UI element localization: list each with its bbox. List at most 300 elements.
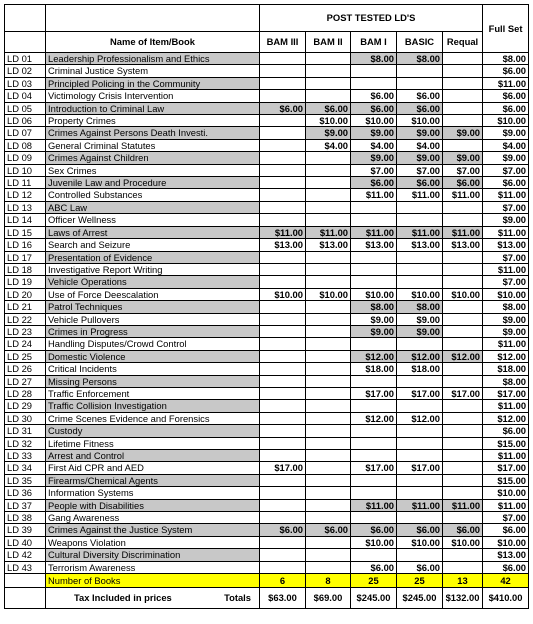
price-bam3 <box>260 450 306 462</box>
table-row <box>5 65 529 77</box>
table-row <box>5 201 529 213</box>
price-basic: $12.00 <box>397 350 443 362</box>
price-bam1: $6.00 <box>351 561 397 573</box>
bam3-column-header: BAM III <box>260 32 306 53</box>
price-basic: $11.00 <box>397 226 443 238</box>
price-full-set: $10.00 <box>483 536 529 548</box>
price-bam1: $6.00 <box>351 90 397 102</box>
tax-included-label: Tax Included in prices <box>74 592 172 604</box>
price-bam1 <box>351 400 397 412</box>
basic-column-header: BASIC <box>397 32 443 53</box>
ld-number: LD 28 <box>5 387 46 399</box>
price-bam3 <box>260 276 306 288</box>
price-basic: $6.00 <box>397 524 443 536</box>
table-row <box>5 152 529 164</box>
totals-row <box>5 588 529 609</box>
price-full-set: $9.00 <box>483 152 529 164</box>
price-basic: $6.00 <box>397 102 443 114</box>
price-bam2 <box>306 77 351 89</box>
price-full-set: $7.00 <box>483 164 529 176</box>
ld-number: LD 31 <box>5 425 46 437</box>
header-columns-row <box>5 32 529 53</box>
price-bam3 <box>260 536 306 548</box>
price-bam2 <box>306 400 351 412</box>
item-name: Cultural Diversity Discrimination <box>46 549 260 561</box>
count-requal: 13 <box>443 574 483 588</box>
table-row <box>5 164 529 176</box>
table-row <box>5 425 529 437</box>
price-basic <box>397 77 443 89</box>
table-row <box>5 462 529 474</box>
price-bam2 <box>306 536 351 548</box>
price-full-set: $15.00 <box>483 437 529 449</box>
price-full-set: $7.00 <box>483 251 529 263</box>
ld-number: LD 18 <box>5 263 46 275</box>
price-bam3 <box>260 53 306 65</box>
item-name: Crimes Against Persons Death Investi. <box>46 127 260 139</box>
price-bam2 <box>306 363 351 375</box>
price-bam2 <box>306 276 351 288</box>
price-bam1: $9.00 <box>351 127 397 139</box>
price-full-set: $9.00 <box>483 127 529 139</box>
total-bam2: $69.00 <box>306 588 351 609</box>
price-requal <box>443 450 483 462</box>
price-requal: $9.00 <box>443 127 483 139</box>
price-requal <box>443 325 483 337</box>
table-row <box>5 474 529 486</box>
price-basic: $17.00 <box>397 462 443 474</box>
price-bam2 <box>306 263 351 275</box>
requal-column-header: Requal <box>443 32 483 53</box>
item-name: Investigative Report Writing <box>46 263 260 275</box>
price-bam3: $10.00 <box>260 288 306 300</box>
table-row <box>5 251 529 263</box>
item-name: Crimes Against Children <box>46 152 260 164</box>
price-bam3: $13.00 <box>260 239 306 251</box>
price-bam2: $6.00 <box>306 524 351 536</box>
price-requal <box>443 139 483 151</box>
price-basic <box>397 338 443 350</box>
price-bam1 <box>351 214 397 226</box>
item-name: Firearms/Chemical Agents <box>46 474 260 486</box>
item-name: Laws of Arrest <box>46 226 260 238</box>
price-bam3 <box>260 263 306 275</box>
price-basic: $17.00 <box>397 387 443 399</box>
price-bam3 <box>260 115 306 127</box>
item-name: Missing Persons <box>46 375 260 387</box>
price-requal: $6.00 <box>443 177 483 189</box>
table-row <box>5 115 529 127</box>
price-full-set: $11.00 <box>483 450 529 462</box>
price-bam3 <box>260 499 306 511</box>
ld-number: LD 40 <box>5 536 46 548</box>
ld-number: LD 11 <box>5 177 46 189</box>
ld-number: LD 07 <box>5 127 46 139</box>
price-bam3 <box>260 363 306 375</box>
price-requal <box>443 313 483 325</box>
price-bam3 <box>260 512 306 524</box>
price-bam3 <box>260 487 306 499</box>
price-bam1: $10.00 <box>351 115 397 127</box>
price-bam3: $17.00 <box>260 462 306 474</box>
ld-number: LD 05 <box>5 102 46 114</box>
table-row <box>5 239 529 251</box>
price-requal <box>443 512 483 524</box>
table-row <box>5 90 529 102</box>
table-row <box>5 561 529 573</box>
price-full-set: $6.00 <box>483 177 529 189</box>
item-name: Traffic Enforcement <box>46 387 260 399</box>
price-bam1: $8.00 <box>351 53 397 65</box>
ld-number: LD 02 <box>5 65 46 77</box>
price-basic: $11.00 <box>397 189 443 201</box>
price-full-set: $7.00 <box>483 276 529 288</box>
price-basic: $12.00 <box>397 412 443 424</box>
item-name: Gang Awareness <box>46 512 260 524</box>
price-bam3 <box>260 474 306 486</box>
price-requal <box>443 77 483 89</box>
price-bam3 <box>260 251 306 263</box>
count-bam1: 25 <box>351 574 397 588</box>
table-row <box>5 226 529 238</box>
count-blank-cell <box>5 574 46 588</box>
table-row <box>5 450 529 462</box>
price-full-set: $11.00 <box>483 226 529 238</box>
price-full-set: $7.00 <box>483 512 529 524</box>
price-requal: $11.00 <box>443 499 483 511</box>
price-bam1 <box>351 263 397 275</box>
price-bam3: $6.00 <box>260 524 306 536</box>
price-full-set: $11.00 <box>483 77 529 89</box>
price-bam1: $12.00 <box>351 350 397 362</box>
price-bam2 <box>306 164 351 176</box>
price-bam1 <box>351 65 397 77</box>
item-name: Arrest and Control <box>46 450 260 462</box>
ld-number: LD 22 <box>5 313 46 325</box>
price-requal <box>443 201 483 213</box>
table-row <box>5 387 529 399</box>
price-bam1 <box>351 425 397 437</box>
ld-number: LD 21 <box>5 301 46 313</box>
price-bam3 <box>260 201 306 213</box>
price-basic <box>397 263 443 275</box>
price-bam1: $17.00 <box>351 462 397 474</box>
full-set-header: Full Set <box>483 5 529 53</box>
price-requal: $7.00 <box>443 164 483 176</box>
price-requal <box>443 338 483 350</box>
header-blank-name <box>46 5 260 32</box>
price-bam2: $13.00 <box>306 239 351 251</box>
ld-number: LD 27 <box>5 375 46 387</box>
table-row <box>5 375 529 387</box>
count-bam3: 6 <box>260 574 306 588</box>
ld-number: LD 10 <box>5 164 46 176</box>
price-basic <box>397 549 443 561</box>
ld-number: LD 20 <box>5 288 46 300</box>
ld-number: LD 42 <box>5 549 46 561</box>
price-requal <box>443 53 483 65</box>
price-full-set: $11.00 <box>483 400 529 412</box>
price-full-set: $15.00 <box>483 474 529 486</box>
table-row <box>5 524 529 536</box>
price-bam2: $9.00 <box>306 127 351 139</box>
item-name: Presentation of Evidence <box>46 251 260 263</box>
table-row <box>5 437 529 449</box>
price-basic: $11.00 <box>397 499 443 511</box>
item-name: Crime Scenes Evidence and Forensics <box>46 412 260 424</box>
price-full-set: $11.00 <box>483 189 529 201</box>
price-basic: $4.00 <box>397 139 443 151</box>
price-bam1 <box>351 77 397 89</box>
price-full-set: $9.00 <box>483 325 529 337</box>
price-basic: $7.00 <box>397 164 443 176</box>
price-bam2 <box>306 338 351 350</box>
price-basic <box>397 251 443 263</box>
price-bam2 <box>306 375 351 387</box>
ld-number: LD 34 <box>5 462 46 474</box>
ld-number: LD 32 <box>5 437 46 449</box>
price-bam2 <box>306 189 351 201</box>
item-name: Property Crimes <box>46 115 260 127</box>
table-row <box>5 214 529 226</box>
book-count-label: Number of Books <box>46 574 260 588</box>
price-requal <box>443 425 483 437</box>
table-row <box>5 177 529 189</box>
price-bam2 <box>306 350 351 362</box>
price-sheet-table <box>4 4 529 609</box>
price-bam3 <box>260 152 306 164</box>
price-bam1 <box>351 487 397 499</box>
ld-number: LD 08 <box>5 139 46 151</box>
price-bam3: $6.00 <box>260 102 306 114</box>
price-requal: $13.00 <box>443 239 483 251</box>
price-bam1: $6.00 <box>351 102 397 114</box>
item-name: Lifetime Fitness <box>46 437 260 449</box>
price-requal: $12.00 <box>443 350 483 362</box>
price-bam2 <box>306 301 351 313</box>
ld-number: LD 36 <box>5 487 46 499</box>
price-full-set: $11.00 <box>483 263 529 275</box>
price-full-set: $9.00 <box>483 214 529 226</box>
price-basic <box>397 65 443 77</box>
price-requal: $11.00 <box>443 189 483 201</box>
table-row <box>5 487 529 499</box>
price-requal <box>443 363 483 375</box>
ld-number: LD 13 <box>5 201 46 213</box>
header-blank-id-2 <box>5 32 46 53</box>
ld-number: LD 30 <box>5 412 46 424</box>
price-bam3: $11.00 <box>260 226 306 238</box>
table-row <box>5 400 529 412</box>
rows-body <box>5 53 529 574</box>
price-bam2 <box>306 387 351 399</box>
item-name: Criminal Justice System <box>46 65 260 77</box>
price-bam1 <box>351 276 397 288</box>
item-name: First Aid CPR and AED <box>46 462 260 474</box>
item-name: Traffic Collision Investigation <box>46 400 260 412</box>
price-basic <box>397 201 443 213</box>
price-full-set: $17.00 <box>483 387 529 399</box>
table-row <box>5 189 529 201</box>
price-full-set: $17.00 <box>483 462 529 474</box>
price-bam3 <box>260 387 306 399</box>
price-bam3 <box>260 139 306 151</box>
price-bam1: $7.00 <box>351 164 397 176</box>
ld-number: LD 37 <box>5 499 46 511</box>
price-basic <box>397 214 443 226</box>
price-bam3 <box>260 77 306 89</box>
item-name: Custody <box>46 425 260 437</box>
price-full-set: $10.00 <box>483 288 529 300</box>
price-requal: $11.00 <box>443 226 483 238</box>
price-bam2 <box>306 214 351 226</box>
price-requal <box>443 90 483 102</box>
price-bam1 <box>351 437 397 449</box>
price-requal <box>443 251 483 263</box>
price-bam3 <box>260 313 306 325</box>
price-bam3 <box>260 425 306 437</box>
price-bam1: $8.00 <box>351 301 397 313</box>
price-requal <box>443 437 483 449</box>
price-requal <box>443 102 483 114</box>
price-requal <box>443 400 483 412</box>
price-bam2 <box>306 251 351 263</box>
item-name: Crimes in Progress <box>46 325 260 337</box>
item-name: Leadership Professionalism and Ethics <box>46 53 260 65</box>
ld-number: LD 35 <box>5 474 46 486</box>
ld-number: LD 26 <box>5 363 46 375</box>
price-bam2 <box>306 425 351 437</box>
price-basic: $10.00 <box>397 115 443 127</box>
price-bam3 <box>260 301 306 313</box>
ld-number: LD 39 <box>5 524 46 536</box>
price-full-set: $8.00 <box>483 53 529 65</box>
price-bam3 <box>260 65 306 77</box>
price-bam1: $10.00 <box>351 536 397 548</box>
price-basic: $6.00 <box>397 561 443 573</box>
total-bam3: $63.00 <box>260 588 306 609</box>
table-row <box>5 350 529 362</box>
price-bam3 <box>260 561 306 573</box>
price-bam1: $13.00 <box>351 239 397 251</box>
price-bam3 <box>260 90 306 102</box>
price-requal <box>443 487 483 499</box>
price-bam2 <box>306 65 351 77</box>
price-requal <box>443 301 483 313</box>
table-row <box>5 549 529 561</box>
name-column-header: Name of Item/Book <box>46 32 260 53</box>
item-name: Critical Incidents <box>46 363 260 375</box>
price-basic <box>397 487 443 499</box>
item-name: Sex Crimes <box>46 164 260 176</box>
price-full-set: $8.00 <box>483 375 529 387</box>
price-basic: $6.00 <box>397 177 443 189</box>
item-name: Use of Force Deescalation <box>46 288 260 300</box>
price-requal: $10.00 <box>443 536 483 548</box>
price-bam2 <box>306 201 351 213</box>
price-full-set: $11.00 <box>483 499 529 511</box>
price-basic: $8.00 <box>397 53 443 65</box>
price-bam1 <box>351 549 397 561</box>
price-full-set: $18.00 <box>483 363 529 375</box>
ld-number: LD 03 <box>5 77 46 89</box>
totals-label: Totals <box>224 592 251 604</box>
ld-number: LD 01 <box>5 53 46 65</box>
header-group-row <box>5 5 529 32</box>
price-basic: $9.00 <box>397 127 443 139</box>
price-bam1 <box>351 512 397 524</box>
price-bam2 <box>306 412 351 424</box>
price-bam3 <box>260 549 306 561</box>
ld-number: LD 43 <box>5 561 46 573</box>
total-full-set: $410.00 <box>483 588 529 609</box>
price-bam3 <box>260 189 306 201</box>
price-requal <box>443 375 483 387</box>
table-row <box>5 536 529 548</box>
price-full-set: $10.00 <box>483 487 529 499</box>
price-bam3 <box>260 325 306 337</box>
price-bam3 <box>260 412 306 424</box>
ld-number: LD 12 <box>5 189 46 201</box>
ld-number: LD 09 <box>5 152 46 164</box>
table-row <box>5 512 529 524</box>
price-requal <box>443 412 483 424</box>
price-requal: $6.00 <box>443 524 483 536</box>
table-row <box>5 53 529 65</box>
item-name: Vehicle Pullovers <box>46 313 260 325</box>
price-basic: $10.00 <box>397 288 443 300</box>
price-basic: $9.00 <box>397 152 443 164</box>
item-name: Patrol Techniques <box>46 301 260 313</box>
table-row <box>5 276 529 288</box>
price-bam2 <box>306 512 351 524</box>
table-row <box>5 499 529 511</box>
price-requal: $10.00 <box>443 288 483 300</box>
ld-number: LD 33 <box>5 450 46 462</box>
price-full-set: $13.00 <box>483 549 529 561</box>
price-bam3 <box>260 437 306 449</box>
price-requal: $17.00 <box>443 387 483 399</box>
ld-number: LD 17 <box>5 251 46 263</box>
price-requal <box>443 115 483 127</box>
item-name: People with Disabilities <box>46 499 260 511</box>
price-full-set: $7.00 <box>483 201 529 213</box>
count-basic: 25 <box>397 574 443 588</box>
price-full-set: $10.00 <box>483 115 529 127</box>
price-bam2 <box>306 474 351 486</box>
price-full-set: $4.00 <box>483 139 529 151</box>
price-basic: $9.00 <box>397 325 443 337</box>
price-bam2 <box>306 462 351 474</box>
price-basic: $18.00 <box>397 363 443 375</box>
totals-blank-cell <box>5 588 46 609</box>
price-bam1: $11.00 <box>351 226 397 238</box>
total-basic: $245.00 <box>397 588 443 609</box>
price-full-set: $12.00 <box>483 350 529 362</box>
price-bam2 <box>306 53 351 65</box>
price-bam2 <box>306 313 351 325</box>
price-full-set: $11.00 <box>483 338 529 350</box>
ld-number: LD 23 <box>5 325 46 337</box>
price-bam2 <box>306 499 351 511</box>
price-bam1: $17.00 <box>351 387 397 399</box>
table-row <box>5 288 529 300</box>
price-bam1: $9.00 <box>351 152 397 164</box>
ld-number: LD 16 <box>5 239 46 251</box>
price-bam3 <box>260 400 306 412</box>
price-bam2: $11.00 <box>306 226 351 238</box>
count-bam2: 8 <box>306 574 351 588</box>
